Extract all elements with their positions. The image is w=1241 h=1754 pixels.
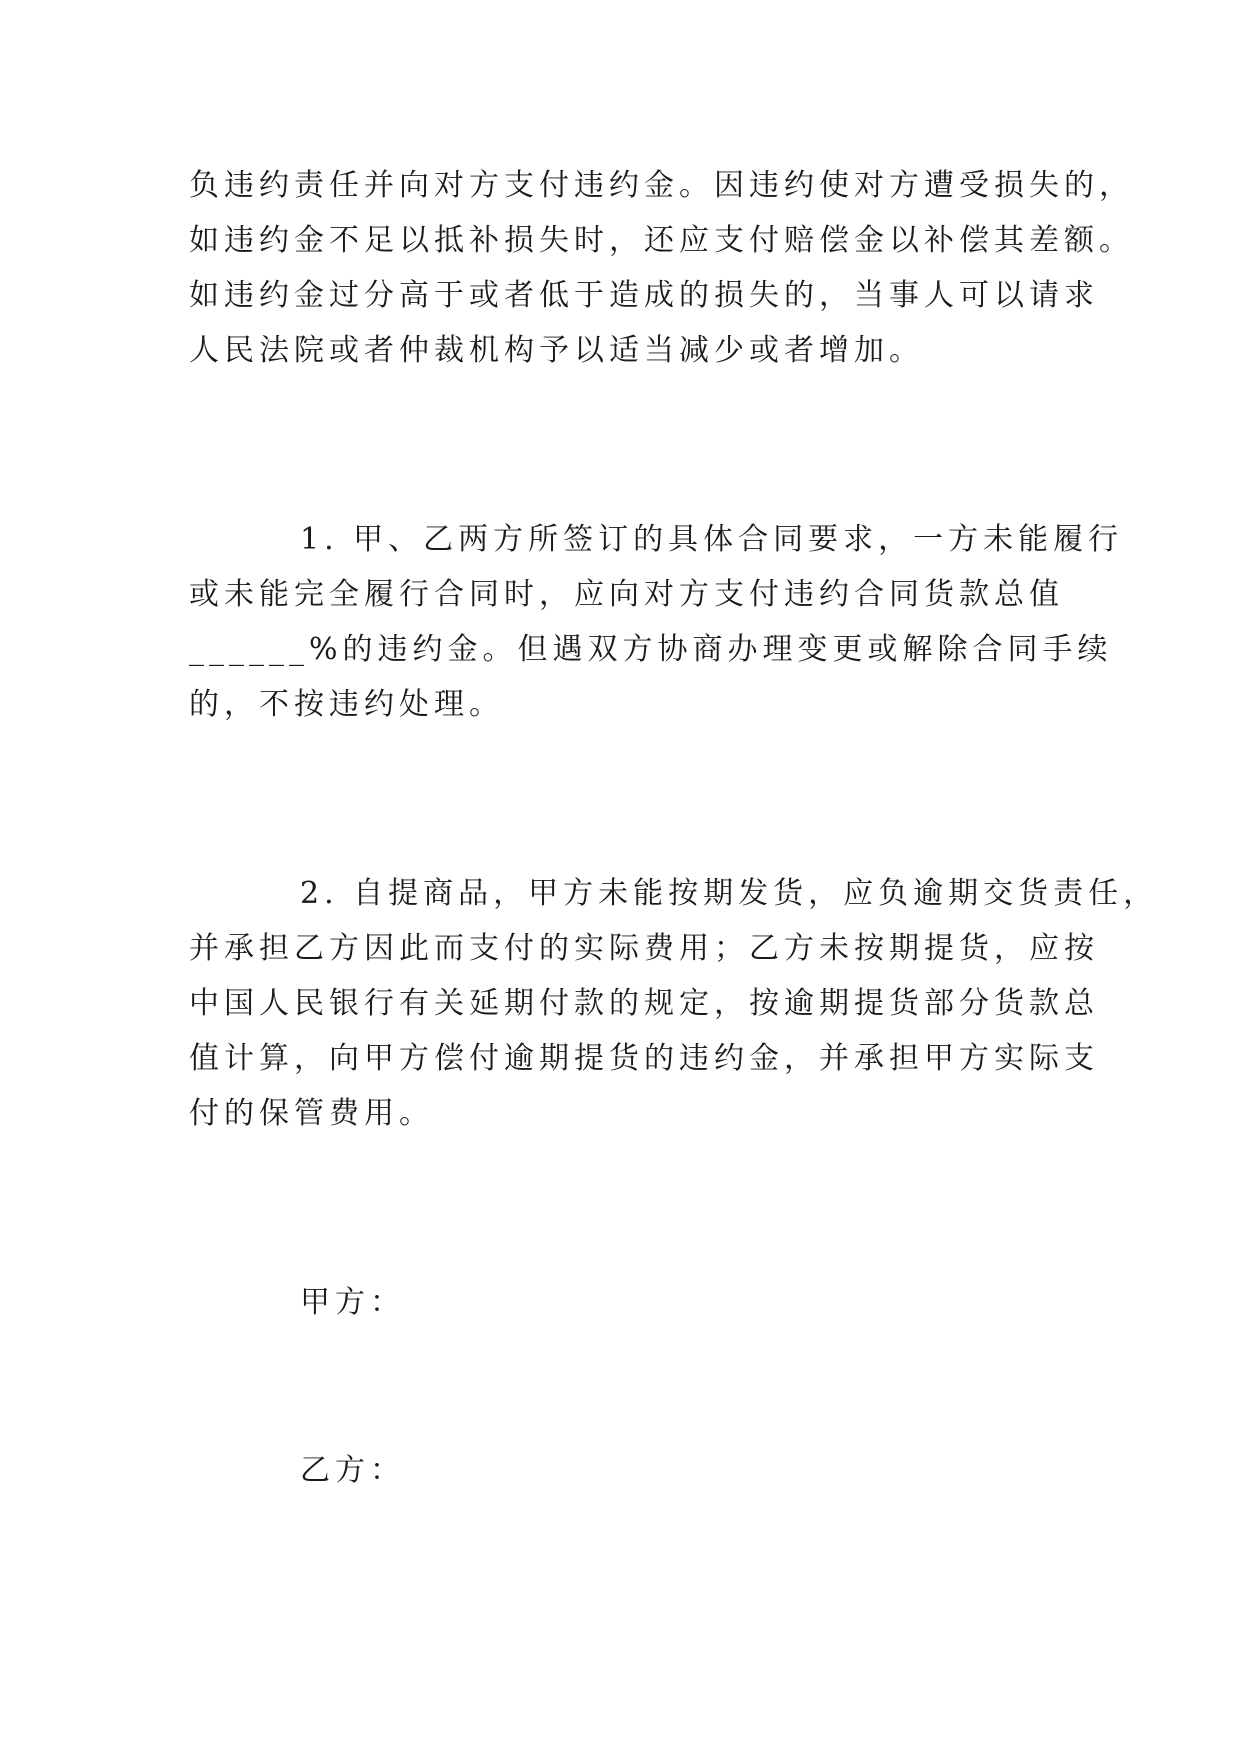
text-line: 负违约责任并向对方支付违约金。因违约使对方遭受损失的， xyxy=(189,168,1134,203)
text-line: 中国人民银行有关延期付款的规定，按逾期提货部分货款总 xyxy=(189,986,1099,1021)
text-line: 值计算，向甲方偿付逾期提货的违约金，并承担甲方实际支 xyxy=(189,1041,1099,1076)
text-line: ______%的违约金。但遇双方协商办理变更或解除合同手续 xyxy=(189,632,1113,667)
text-line: 人民法院或者仲裁机构予以适当减少或者增加。 xyxy=(189,333,924,368)
party-b-signature-label: 乙方： xyxy=(300,1453,405,1488)
party-a-signature-label: 甲方： xyxy=(300,1285,405,1320)
text-line: 的，不按违约处理。 xyxy=(189,687,504,722)
text-line: 如违约金过分高于或者低于造成的损失的，当事人可以请求 xyxy=(189,278,1099,313)
text-line: 如违约金不足以抵补损失时，还应支付赔偿金以补偿其差额。 xyxy=(189,223,1134,258)
text-line: 2. 自提商品，甲方未能按期发货，应负逾期交货责任， xyxy=(300,876,1159,911)
text-line: 1. 甲、乙两方所签订的具体合同要求，一方未能履行 xyxy=(300,522,1124,557)
text-line: 或未能完全履行合同时，应向对方支付违约合同货款总值 xyxy=(189,577,1064,612)
text-line: 并承担乙方因此而支付的实际费用；乙方未按期提货，应按 xyxy=(189,931,1099,966)
text-line: 付的保管费用。 xyxy=(189,1096,434,1131)
